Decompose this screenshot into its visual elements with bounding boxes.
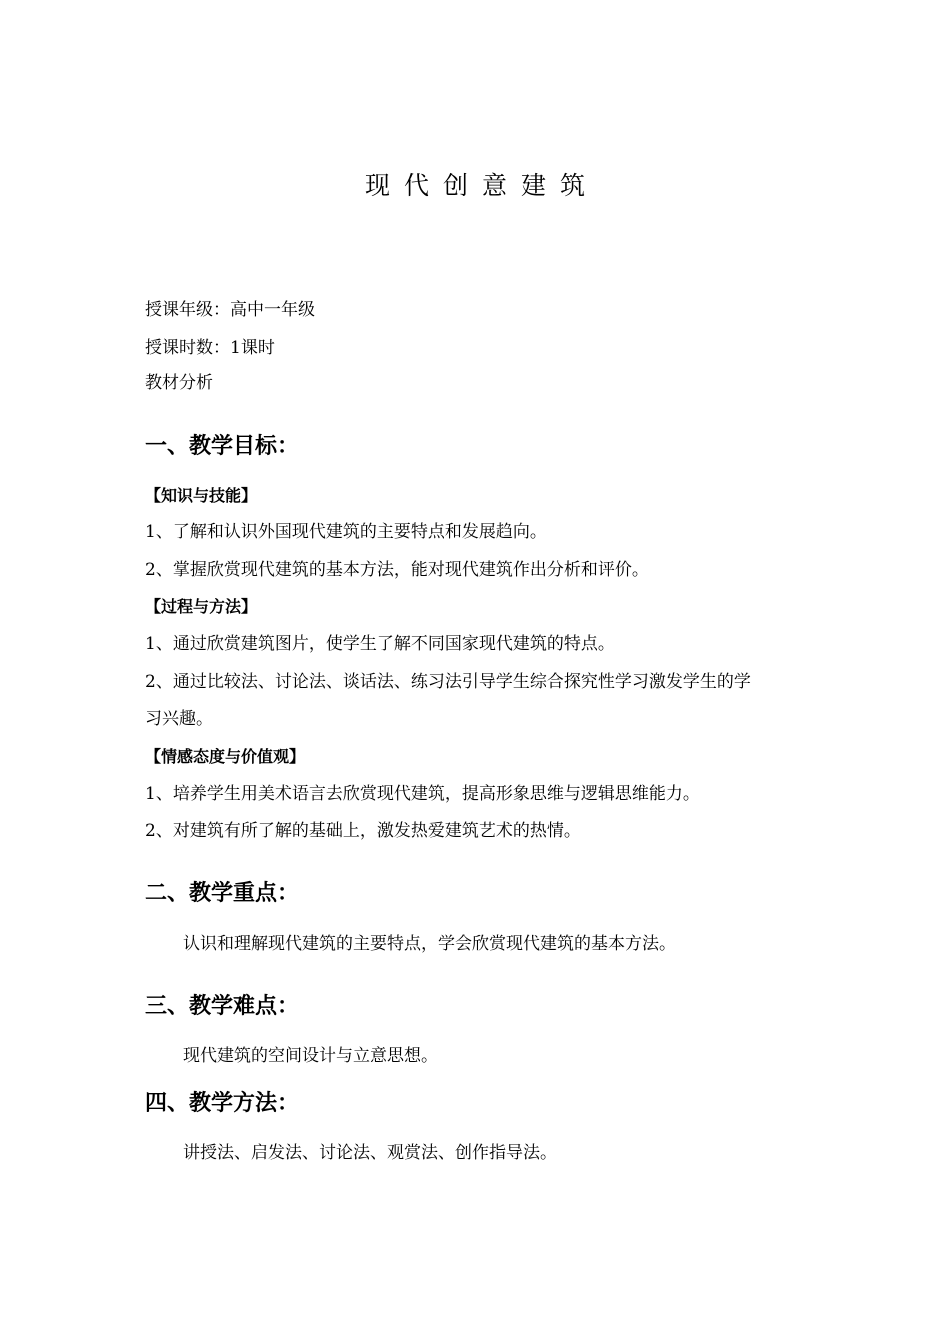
section-heading-difficulties: 三、教学难点：: [145, 994, 300, 1019]
difficulties-text: 现代建筑的空间设计与立意思想。: [183, 1046, 438, 1066]
section-heading-methods: 四、教学方法：: [145, 1091, 300, 1116]
subheading-emotion: 【情感态度与价值观】: [145, 747, 306, 766]
process-item-2: 2、通过比较法、讨论法、谈话法、练习法引导学生综合探究性学习激发学生的学: [145, 672, 751, 692]
process-item-2-continued: 习兴趣。: [145, 709, 213, 729]
section-heading-objectives: 一、教学目标：: [145, 434, 300, 459]
document-title: 现代创意建筑: [364, 171, 599, 200]
section-heading-key-points: 二、教学重点：: [145, 881, 300, 906]
hours-info: 授课时数：1课时: [145, 338, 275, 358]
emotion-item-1: 1、培养学生用美术语言去欣赏现代建筑，提高形象思维与逻辑思维能力。: [145, 784, 700, 804]
subheading-knowledge: 【知识与技能】: [145, 486, 258, 505]
emotion-item-2: 2、对建筑有所了解的基础上，激发热爱建筑艺术的热情。: [145, 821, 581, 841]
knowledge-item-1: 1、了解和认识外国现代建筑的主要特点和发展趋向。: [145, 522, 547, 542]
analysis-label: 教材分析: [145, 373, 213, 393]
methods-text: 讲授法、启发法、讨论法、观赏法、创作指导法。: [183, 1143, 557, 1163]
key-points-text: 认识和理解现代建筑的主要特点，学会欣赏现代建筑的基本方法。: [183, 934, 676, 954]
knowledge-item-2: 2、掌握欣赏现代建筑的基本方法，能对现代建筑作出分析和评价。: [145, 560, 649, 580]
process-item-1: 1、通过欣赏建筑图片，使学生了解不同国家现代建筑的特点。: [145, 634, 615, 654]
grade-info: 授课年级：高中一年级: [145, 300, 315, 320]
subheading-process: 【过程与方法】: [145, 597, 258, 616]
